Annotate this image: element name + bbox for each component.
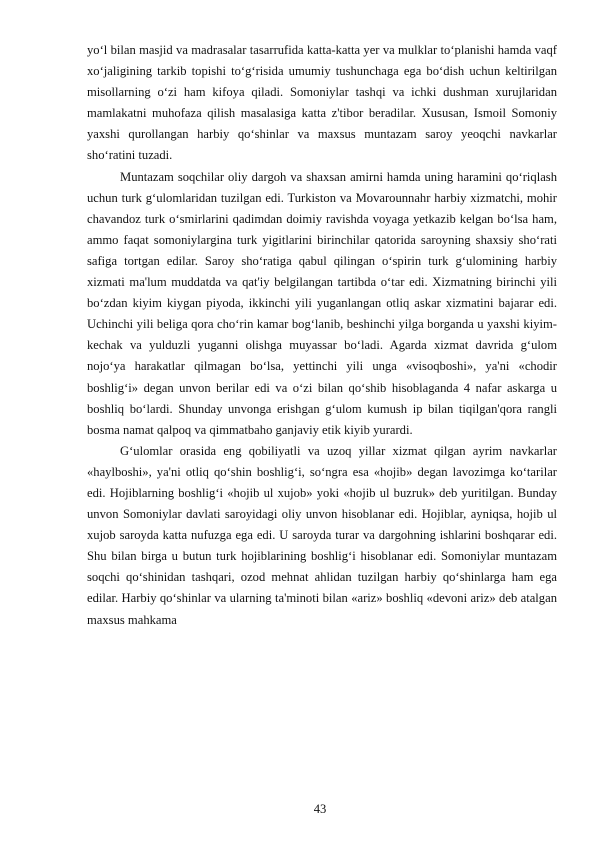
- paragraph-continuation: yo‘l bilan masjid va madrasalar tasarrufida katta-katta yer va mulklar to‘planishi hamda vaqf xo‘jaligining tarkib topishi to‘g‘risida umumiy tushunchaga ega bo‘dish uchun keltirilgan misollarning o‘zi ham kifoya qiladi. Somoniylar tashqi va ichki dushman xurujlaridan mamlakatni muhofaza qilish masalasiga katta z'tibor beradilar. Xususan, Ismoil Somoniy yaxshi qurollangan harbiy qo‘shinlar va maxsus muntazam saroy yeoqchi navkarlar sho‘ratini tuzadi.: [87, 43, 557, 163]
- paragraph-guards: Muntazam soqchilar oliy dargoh va shaxsan amirni hamda uning haramini qo‘riqlash uchun turk g‘ulomlaridan tuzilgan edi. Turkiston va Movarounnahr harbiy xizmatchi, mohir chavandoz turk o‘smirlarini qadimdan doimiy ravishda voyaga yetkazib kelgan bo‘lsa ham, ammo faqat somoniylargina turk yigitlarini birinchilar qatorida saroyning shaxsiy sho‘rati safiga tortgan edilar. Saroy sho‘ratiga qabul qilingan o‘spirin turk g‘ulomining harbiy xizmati ma'lum muddatda va qat'iy belgilangan tartibda o‘tar edi. Xizmatning birinchi yili bo‘zdan kiyim kiygan piyoda, ikkinchi yili yuganlangan otliq askar xizmatini bajarar edi. Uchinchi yili beliga qora cho‘rin kamar bog‘lanib, beshinchi yilga borganda u yaxshi kiyim-kechak va yulduzli yuganni olishga muyassar bo‘ladi. Agarda xizmat davrida g‘ulom nojo‘ya harakatlar qilmagan bo‘lsa, yettinchi yili unga «visoqboshi», ya'ni «chodir boshlig‘i» degan unvon berilar edi va o‘zi bilan qo‘shib hisoblaganda 4 nafar askarga u boshliq bo‘lardi. Shunday unvonga erishgan g‘ulom kumush ip bilan tiqilgan'qora rangli bosma namat qalpoq va qimmatbaho ganjaviy etik kiyib yurardi.: [87, 169, 557, 437]
- paragraph-ranks: G‘ulomlar orasida eng qobiliyatli va uzoq yillar xizmat qilgan ayrim navkarlar «haylboshi», ya'ni otliq qo‘shin boshlig‘i, so‘ngra esa «hojib» degan lavozimga ko‘tarilar edi. Hojiblarning boshlig‘i «hojib ul xujob» yoki «hojib ul buzruk» deb yuritilgan. Bunday unvon Somoniylar davlati saroyidagi oliy unvon hisoblanar edi. Hojiblar, ayniqsa, hojib ul xujob saroyda katta nufuzga ega edi. U saroyda turar va dargohning ishlarini boshqarar edi. Shu bilan birga u butun turk hojiblarining boshlig‘i hisoblanar edi. Somoniylar muntazam soqchi qo‘shinidan tashqari, ozod mehnat ahlidan tuzilgan harbiy qo‘shinlarga ham ega edilar. Harbiy qo‘shinlar va ularning ta'minoti bilan «ariz» boshliq «devoni ariz» deb atalgan maxsus mahkama: [87, 443, 557, 627]
- body-text: [87, 40, 557, 631]
- page-number: 43: [313, 802, 327, 816]
